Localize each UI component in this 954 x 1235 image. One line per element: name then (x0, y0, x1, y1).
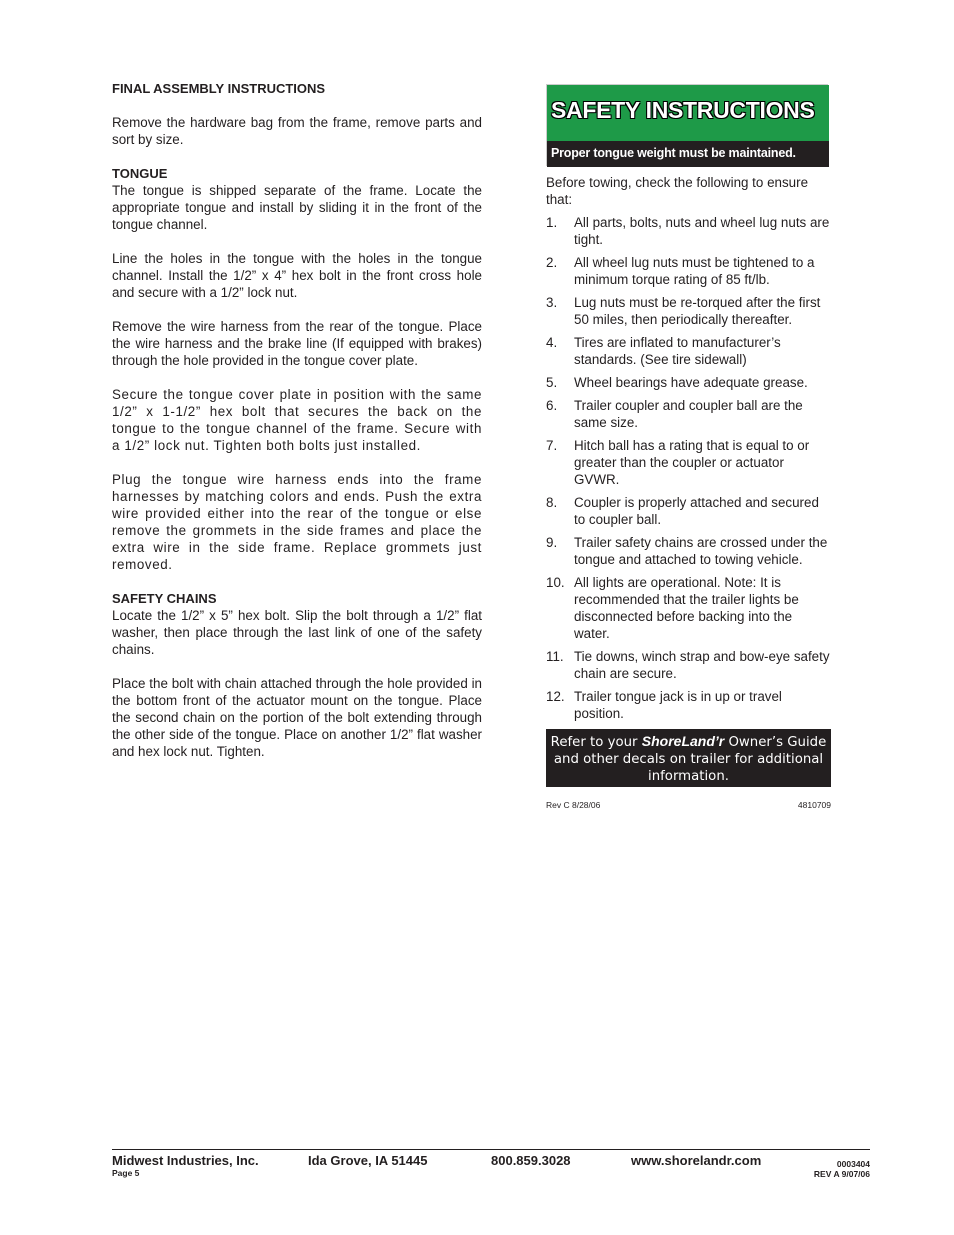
safety-banner-title-bar (547, 85, 829, 141)
checklist-item-text: Wheel bearings have adequate grease. (574, 375, 808, 390)
checklist-item-text: Lug nuts must be re-torqued after the first 50 miles, then periodically thereafter. (574, 295, 821, 327)
safety-checklist (546, 214, 831, 722)
checklist-item (546, 688, 831, 722)
brand-name: ShoreLand’r (641, 733, 725, 749)
tongue-heading: TONGUE (112, 166, 168, 181)
checklist-item-text: Coupler is properly attached and secured to coupler ball. (574, 495, 819, 527)
checklist-item-text: Trailer tongue jack is in up or travel position. (574, 689, 782, 721)
safety-banner (546, 84, 828, 166)
checklist-item-number: 5. (546, 375, 558, 390)
checklist-item-number: 4. (546, 335, 558, 350)
checklist-item-text: All lights are operational. Note: It is recommended that the trailer lights be disconnected before backing into the water. (574, 575, 799, 641)
checklist-item (546, 374, 831, 391)
owner-guide-note (546, 729, 831, 787)
checklist-item-number: 10. (546, 575, 565, 590)
footer-website: www.shorelandr.com (631, 1153, 762, 1168)
safety-title: SAFETY INSTRUCTIONS (551, 97, 815, 123)
checklist-item-number: 1. (546, 215, 558, 230)
note-text-before: Refer to your (550, 735, 642, 750)
checklist-item-text: Tires are inflated to manufacturer’s standards. (See tire sidewall) (574, 335, 781, 367)
tongue-paragraph-3: Remove the wire harness from the rear of the tongue. Place the wire harness and the brake line (If equipped with brakes) through the hole provided in the tongue cover plate. (112, 319, 482, 368)
checklist-item-number: 7. (546, 438, 558, 453)
safety-intro: Before towing, check the following to ensure that: (546, 175, 809, 207)
checklist-item-text: All wheel lug nuts must be tightened to a minimum torque rating of 85 ft/lb. (574, 255, 815, 287)
tongue-paragraph-4: Secure the tongue cover plate in position with the same 1/2” x 1-1/2” hex bolt that secures the back on the tongue to the tongue channel of the frame. Secure with a 1/2” lock nut. Tighten both bolts just installed. (112, 387, 482, 453)
page-number: Page 5 (112, 1168, 140, 1178)
tongue-paragraph-5: Plug the tongue wire harness ends into the frame harnesses by matching colors and ends. Push the extra wire provided either into the rear of the tongue or else remove the grommets in the side frames and place the extra wire in the side frame. Replace grommets just removed. (112, 472, 482, 572)
checklist-item-text: Trailer coupler and coupler ball are the same size. (574, 398, 803, 430)
checklist-item-text: Tie downs, winch strap and bow-eye safety chain are secure. (574, 649, 830, 681)
chains-paragraph-2: Place the bolt with chain attached through the hole provided in the bottom front of the actuator mount on the tongue. Place the second chain on the portion of the bolt extending through the other side of the tongue. Place on another 1/2” flat washer and hex lock nut. Tighten. (112, 676, 482, 759)
footer-divider (112, 1149, 870, 1150)
doc-revision: REV A 9/07/06 (813, 1169, 870, 1179)
section-heading: FINAL ASSEMBLY INSTRUCTIONS (112, 81, 326, 96)
checklist-item-number: 12. (546, 689, 565, 704)
footer-company: Midwest Industries, Inc. (112, 1153, 259, 1168)
safety-instructions (546, 84, 831, 810)
tongue-paragraph-2: Line the holes in the tongue with the holes in the tongue channel. Install the 1/2” x 4” hex bolt in the front cross hole and secure with a 1/2” lock nut. (112, 251, 482, 300)
revision-row (546, 800, 831, 810)
part-number: 4810709 (797, 800, 831, 810)
safety-banner-subtitle-bar (547, 141, 829, 167)
note-text-after: Owner’s Guide and other decals on trailer for additional information. (553, 735, 827, 784)
checklist-item-text: Hitch ball has a rating that is equal to or greater than the coupler or actuator GVWR. (574, 438, 810, 487)
footer-phone: 800.859.3028 (491, 1153, 571, 1168)
footer-location: Ida Grove, IA 51445 (308, 1153, 428, 1168)
checklist-item-number: 6. (546, 398, 558, 413)
checklist-item (546, 214, 831, 248)
checklist-item-number: 2. (546, 255, 558, 270)
checklist-item-number: 11. (546, 649, 564, 664)
checklist-item-number: 3. (546, 295, 558, 310)
checklist-item (546, 397, 831, 431)
checklist-item (546, 648, 831, 682)
checklist-item-number: 9. (546, 535, 558, 550)
safety-chains-heading: SAFETY CHAINS (112, 591, 217, 606)
chains-paragraph-1: Locate the 1/2” x 5” hex bolt. Slip the bolt through a 1/2” flat washer, then place through the last link of one of the safety chains. (112, 608, 482, 657)
checklist-item (546, 494, 831, 528)
checklist-item (546, 254, 831, 288)
assembly-instructions (112, 80, 482, 777)
checklist-item (546, 334, 831, 368)
tongue-paragraph-1: The tongue is shipped separate of the frame. Locate the appropriate tongue and install by sliding it in the front of the tongue channel. (112, 183, 482, 232)
checklist-item (546, 437, 831, 488)
revision-date: Rev C 8/28/06 (546, 800, 601, 810)
checklist-item-text: All parts, bolts, nuts and wheel lug nuts are tight. (574, 215, 830, 247)
safety-subtitle: Proper tongue weight must be maintained. (551, 146, 796, 160)
checklist-item-number: 8. (546, 495, 558, 510)
doc-code: 0003404 (836, 1159, 870, 1169)
intro-paragraph: Remove the hardware bag from the frame, remove parts and sort by size. (112, 115, 482, 147)
checklist-item-text: Trailer safety chains are crossed under the tongue and attached to towing vehicle. (574, 535, 828, 567)
checklist-item (546, 294, 831, 328)
checklist-item (546, 574, 831, 642)
checklist-item (546, 534, 831, 568)
